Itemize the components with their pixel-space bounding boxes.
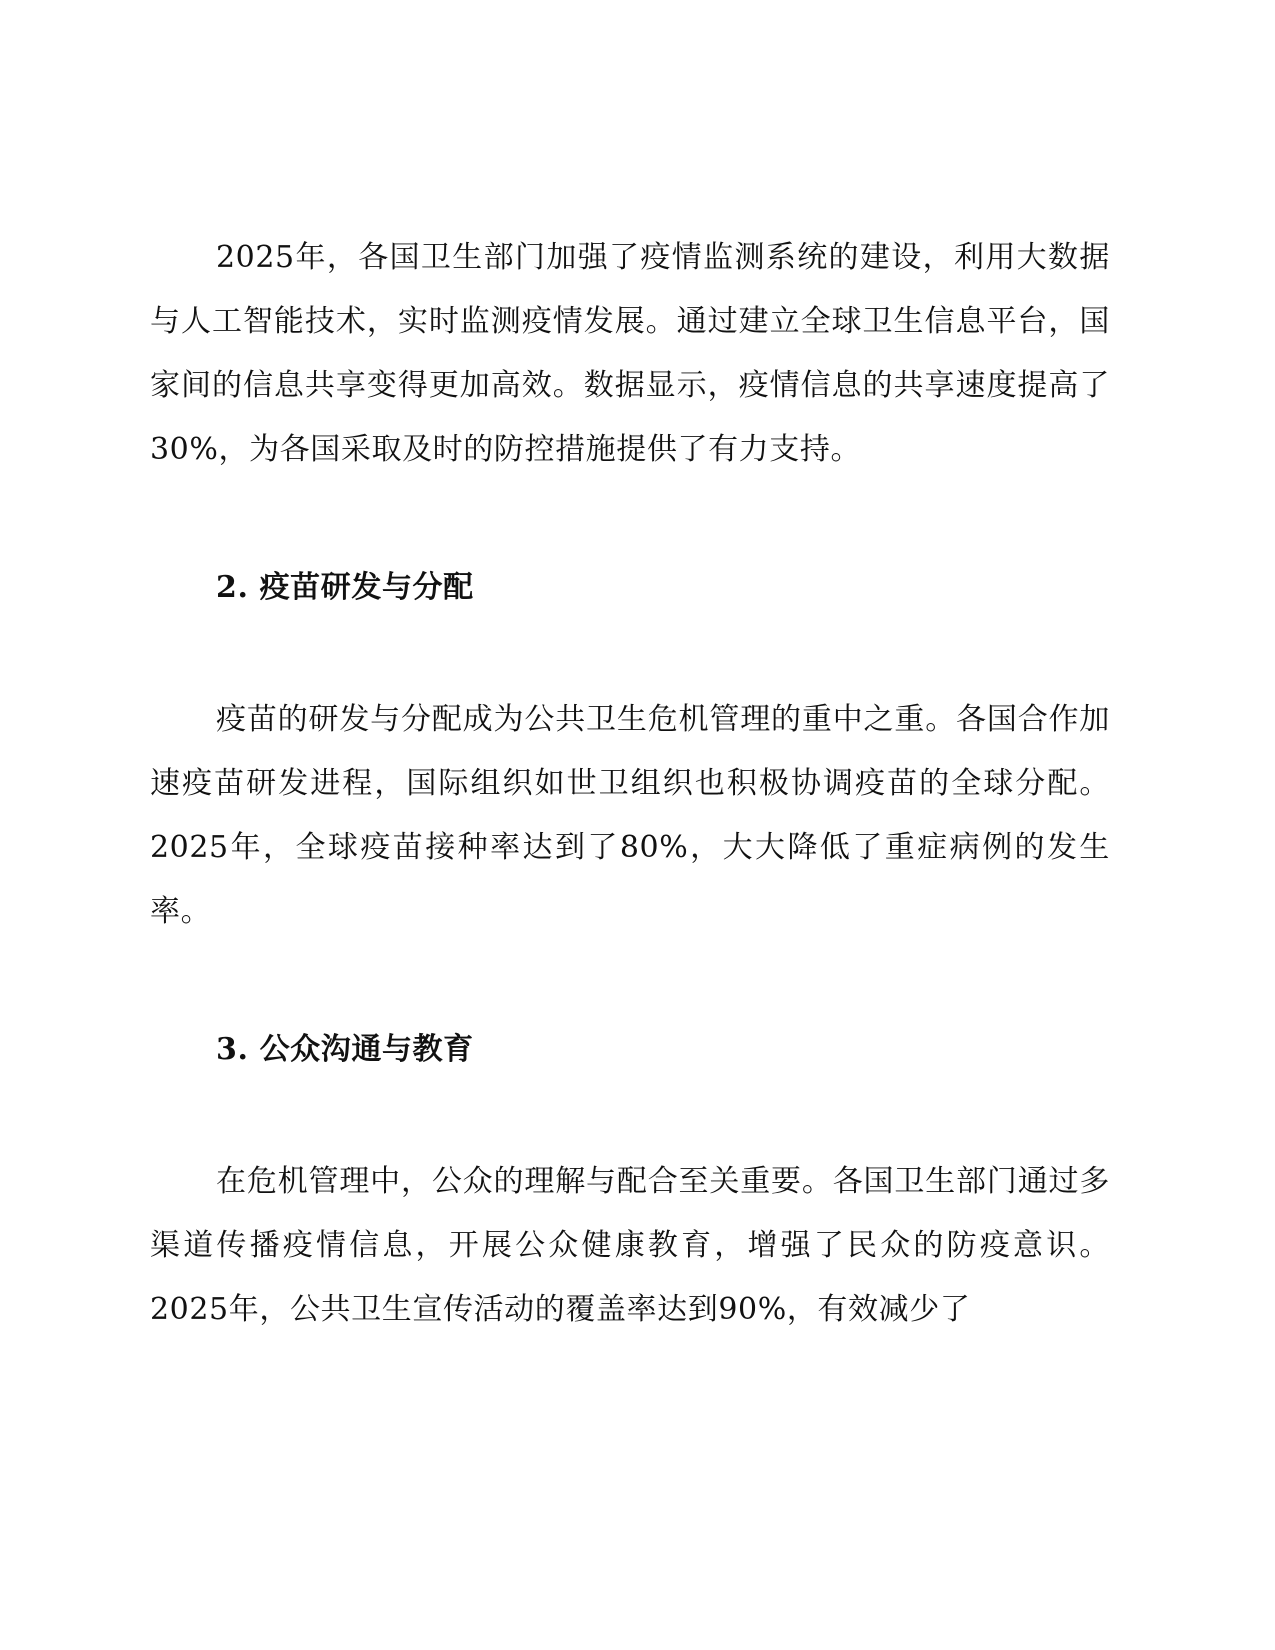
section-heading-communication: 3. 公众沟通与教育 [216, 1032, 474, 1067]
paragraph-surveillance: 2025年，各国卫生部门加强了疫情监测系统的建设，利用大数据与人工智能技术，实时监测疫情发展。通过建立全球卫生信息平台，国家间的信息共享变得更加高效。数据显示，疫情信息的共享速度提高了30%，为各国采取及时的防控措施提供了有力支持。 [150, 240, 1110, 467]
section-heading-vaccine: 2. 疫苗研发与分配 [216, 570, 474, 605]
paragraph-vaccine: 疫苗的研发与分配成为公共卫生危机管理的重中之重。各国合作加速疫苗研发进程，国际组织如世卫组织也积极协调疫苗的全球分配。2025年，全球疫苗接种率达到了80%，大大降低了重症病例的发生率。 [150, 702, 1110, 929]
paragraph-communication: 在危机管理中，公众的理解与配合至关重要。各国卫生部门通过多渠道传播疫情信息，开展公众健康教育，增强了民众的防疫意识。2025年，公共卫生宣传活动的覆盖率达到90%，有效减少了 [150, 1164, 1110, 1327]
